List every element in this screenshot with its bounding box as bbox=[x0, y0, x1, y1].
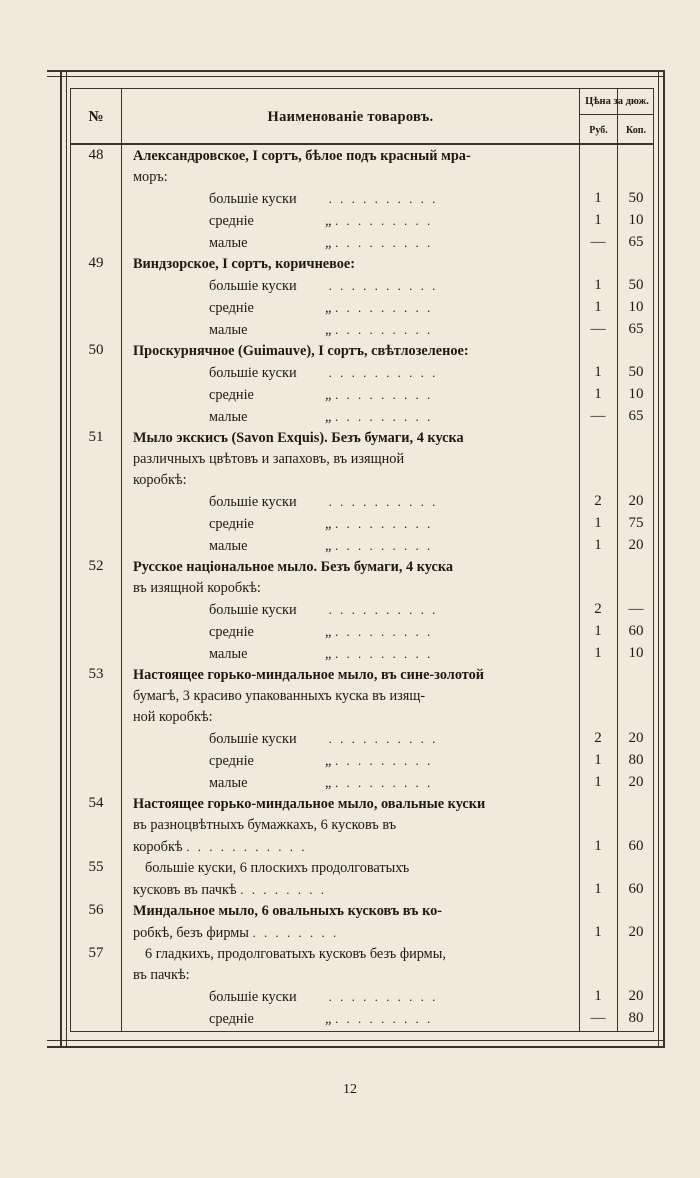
row-description bbox=[121, 557, 579, 578]
description-text: Александровское, I сортъ, бѣлое подъ красный мра- bbox=[133, 148, 471, 164]
row-number bbox=[71, 449, 121, 450]
row-description bbox=[121, 406, 579, 428]
price-kopecks: 65 bbox=[628, 234, 644, 250]
price-rubles: 1 bbox=[594, 190, 602, 206]
row-number bbox=[71, 362, 121, 363]
leader-dots: . . . . . . . . . bbox=[334, 300, 433, 315]
leader-dots: . . . . . . . . . bbox=[334, 753, 433, 768]
table-row bbox=[71, 319, 653, 341]
leader-dots: . . . . . . . . . bbox=[334, 213, 433, 228]
ditto-mark: „ bbox=[325, 753, 332, 769]
price-rubles: 1 bbox=[594, 774, 602, 790]
page-number: 12 bbox=[343, 1082, 357, 1097]
leader-dots: . . . . . . . . . bbox=[334, 624, 433, 639]
price-kopecks: 60 bbox=[628, 881, 644, 897]
table-row bbox=[71, 297, 653, 319]
header-price-title: Цѣна за дюж. bbox=[580, 89, 654, 115]
description-text: большіе куски, 6 плоскихъ продолговатыхъ bbox=[145, 860, 410, 876]
description-text: робкѣ, безъ фирмы bbox=[133, 925, 249, 941]
size-label: большіе куски bbox=[209, 365, 297, 381]
table-row bbox=[71, 362, 653, 384]
description-text: 6 гладкихъ, продолговатыхъ кусковъ безъ фирмы, bbox=[145, 946, 446, 962]
row-description bbox=[121, 815, 579, 836]
size-label: среднie bbox=[209, 300, 254, 316]
table-row bbox=[71, 428, 653, 449]
table-row bbox=[71, 707, 653, 728]
price-rubles: 1 bbox=[594, 537, 602, 553]
price-rubles: 1 bbox=[594, 838, 602, 854]
row-number bbox=[71, 1008, 121, 1009]
leader-dots: . . . . . . . . . . bbox=[328, 494, 438, 509]
ditto-mark: „ bbox=[325, 624, 332, 640]
row-description bbox=[121, 986, 579, 1008]
description-text: коробкѣ: bbox=[133, 472, 187, 488]
row-number: 48 bbox=[88, 147, 104, 163]
price-kopecks: 10 bbox=[628, 645, 644, 661]
row-description bbox=[121, 428, 579, 449]
header-kopecks: Коп. bbox=[625, 125, 646, 136]
row-number bbox=[71, 599, 121, 600]
price-kopecks: 80 bbox=[628, 1010, 644, 1026]
row-description bbox=[121, 535, 579, 557]
price-rubles: — bbox=[590, 321, 606, 337]
row-description bbox=[121, 643, 579, 665]
row-number bbox=[71, 210, 121, 211]
row-number bbox=[71, 686, 121, 687]
row-number: 54 bbox=[88, 795, 104, 811]
row-number bbox=[71, 232, 121, 233]
ditto-mark: „ bbox=[325, 409, 332, 425]
size-label: малые bbox=[209, 322, 248, 338]
row-number bbox=[71, 167, 121, 168]
row-description bbox=[121, 858, 579, 879]
leader-dots: . . . . . . . . . . bbox=[328, 191, 438, 206]
table-row bbox=[71, 406, 653, 428]
table-row bbox=[71, 815, 653, 836]
frame-top-rule-inner bbox=[47, 76, 665, 77]
price-kopecks: 60 bbox=[628, 838, 644, 854]
price-rubles: 1 bbox=[594, 645, 602, 661]
row-number bbox=[71, 470, 121, 471]
row-number: 52 bbox=[88, 558, 104, 574]
row-number bbox=[71, 621, 121, 622]
leader-dots: . . . . . . . . . bbox=[334, 387, 433, 402]
table-row bbox=[71, 470, 653, 491]
leader-dots: . . . . . . . . . . bbox=[328, 365, 438, 380]
row-number bbox=[71, 513, 121, 514]
price-rubles: — bbox=[590, 234, 606, 250]
row-number bbox=[71, 836, 121, 837]
row-description bbox=[121, 944, 579, 965]
row-description bbox=[121, 750, 579, 772]
price-rubles: 1 bbox=[594, 386, 602, 402]
row-description bbox=[121, 449, 579, 470]
table-row bbox=[71, 836, 653, 858]
table-row bbox=[71, 167, 653, 188]
price-rubles: 2 bbox=[594, 493, 602, 509]
size-label: малые bbox=[209, 775, 248, 791]
price-kopecks: 20 bbox=[628, 988, 644, 1004]
table-row bbox=[71, 599, 653, 621]
row-number bbox=[71, 750, 121, 751]
leader-dots: . . . . . . . . . bbox=[334, 1011, 433, 1026]
row-description bbox=[121, 188, 579, 210]
price-kopecks: 50 bbox=[628, 190, 644, 206]
row-number bbox=[71, 319, 121, 320]
price-kopecks: 60 bbox=[628, 623, 644, 639]
table-row bbox=[71, 728, 653, 750]
description-text: моръ: bbox=[133, 169, 168, 185]
table-row bbox=[71, 901, 653, 922]
row-description bbox=[121, 297, 579, 319]
row-number bbox=[71, 188, 121, 189]
price-kopecks: 10 bbox=[628, 299, 644, 315]
price-kopecks: 10 bbox=[628, 386, 644, 402]
price-rubles: 1 bbox=[594, 988, 602, 1004]
table-row bbox=[71, 275, 653, 297]
row-number bbox=[71, 535, 121, 536]
description-text: коробкѣ bbox=[133, 839, 183, 855]
price-kopecks: 20 bbox=[628, 537, 644, 553]
row-description bbox=[121, 965, 579, 986]
table-row bbox=[71, 535, 653, 557]
row-description bbox=[121, 879, 579, 901]
price-kopecks: 20 bbox=[628, 493, 644, 509]
row-number: 57 bbox=[88, 945, 104, 961]
leader-dots: . . . . . . . . . bbox=[334, 235, 433, 250]
table-row bbox=[71, 794, 653, 815]
description-text: ной коробкѣ: bbox=[133, 709, 213, 725]
price-rubles: — bbox=[590, 408, 606, 424]
row-description bbox=[121, 167, 579, 188]
row-description bbox=[121, 836, 579, 858]
description-text: Виндзорское, I сортъ, коричневое: bbox=[133, 256, 356, 272]
row-number bbox=[71, 815, 121, 816]
row-description bbox=[121, 232, 579, 254]
size-label: большіе куски bbox=[209, 602, 297, 618]
table-row bbox=[71, 665, 653, 686]
size-label: малые bbox=[209, 538, 248, 554]
row-description bbox=[121, 362, 579, 384]
leader-dots: . . . . . . . . bbox=[252, 925, 339, 940]
table-row bbox=[71, 146, 653, 167]
table-row bbox=[71, 491, 653, 513]
size-label: среднie bbox=[209, 753, 254, 769]
row-description bbox=[121, 1008, 579, 1030]
size-label: среднie bbox=[209, 387, 254, 403]
row-number bbox=[71, 406, 121, 407]
table-row bbox=[71, 922, 653, 944]
price-rubles: 1 bbox=[594, 881, 602, 897]
row-description bbox=[121, 794, 579, 815]
leader-dots: . . . . . . . . bbox=[240, 882, 327, 897]
table-row bbox=[71, 254, 653, 275]
description-text: различныхъ цвѣтовъ и запаховъ, въ изящной bbox=[133, 451, 405, 467]
leader-dots: . . . . . . . . . bbox=[334, 409, 433, 424]
description-text: Настоящее горько-миндальное мыло, овальные куски bbox=[133, 796, 486, 812]
row-number bbox=[71, 491, 121, 492]
description-text: въ разноцвѣтныхъ бумажкахъ, 6 кусковъ въ bbox=[133, 817, 397, 833]
size-label: малые bbox=[209, 235, 248, 251]
table-row bbox=[71, 858, 653, 879]
table-row bbox=[71, 986, 653, 1008]
table-row bbox=[71, 772, 653, 794]
size-label: малые bbox=[209, 409, 248, 425]
row-description bbox=[121, 470, 579, 491]
price-rubles: 1 bbox=[594, 364, 602, 380]
price-kopecks: 75 bbox=[628, 515, 644, 531]
ditto-mark: „ bbox=[325, 213, 332, 229]
price-kopecks: 65 bbox=[628, 321, 644, 337]
description-text: Проскурнячное (Guimauve), I сортъ, свѣтлозеленое: bbox=[133, 343, 469, 359]
leader-dots: . . . . . . . . . bbox=[334, 775, 433, 790]
header-rubles: Руб. bbox=[589, 125, 608, 136]
price-table bbox=[70, 88, 654, 1032]
frame-right-rule-inner bbox=[658, 70, 659, 1048]
row-number bbox=[71, 879, 121, 880]
description-text: бумагѣ, 3 красиво упакованныхъ куска въ изящ- bbox=[133, 688, 426, 704]
leader-dots: . . . . . . . . . bbox=[334, 516, 433, 531]
description-text: кусковъ въ пачкѣ bbox=[133, 882, 237, 898]
table-row bbox=[71, 879, 653, 901]
row-number bbox=[71, 275, 121, 276]
row-description bbox=[121, 491, 579, 513]
table-row bbox=[71, 513, 653, 535]
row-number: 50 bbox=[88, 342, 104, 358]
frame-top-rule-outer bbox=[47, 70, 665, 72]
leader-dots: . . . . . . . . . . bbox=[328, 989, 438, 1004]
row-description bbox=[121, 728, 579, 750]
table-row bbox=[71, 449, 653, 470]
row-description bbox=[121, 513, 579, 535]
price-kopecks: 65 bbox=[628, 408, 644, 424]
table-row bbox=[71, 384, 653, 406]
price-rubles: — bbox=[590, 1010, 606, 1026]
header-price-group bbox=[580, 89, 654, 145]
row-description bbox=[121, 665, 579, 686]
description-text: Миндальное мыло, 6 овальныхъ кусковъ въ ко- bbox=[133, 903, 443, 919]
row-number bbox=[71, 578, 121, 579]
price-rubles: 1 bbox=[594, 924, 602, 940]
ditto-mark: „ bbox=[325, 516, 332, 532]
table-row bbox=[71, 232, 653, 254]
row-number bbox=[71, 772, 121, 773]
size-label: среднie bbox=[209, 624, 254, 640]
row-number bbox=[71, 922, 121, 923]
size-label: малые bbox=[209, 646, 248, 662]
row-number bbox=[71, 728, 121, 729]
row-number: 51 bbox=[88, 429, 104, 445]
description-text: въ пачкѣ: bbox=[133, 967, 190, 983]
row-description bbox=[121, 319, 579, 341]
ditto-mark: „ bbox=[325, 322, 332, 338]
row-description bbox=[121, 275, 579, 297]
leader-dots: . . . . . . . . . . bbox=[328, 731, 438, 746]
size-label: большіе куски bbox=[209, 191, 297, 207]
frame-bottom-rule-inner bbox=[47, 1040, 665, 1041]
table-row bbox=[71, 1008, 653, 1030]
price-kopecks: 50 bbox=[628, 364, 644, 380]
row-description bbox=[121, 599, 579, 621]
row-number: 53 bbox=[88, 666, 104, 682]
leader-dots: . . . . . . . . . bbox=[334, 322, 433, 337]
row-description bbox=[121, 922, 579, 944]
row-description bbox=[121, 707, 579, 728]
ditto-mark: „ bbox=[325, 235, 332, 251]
size-label: большіе куски bbox=[209, 731, 297, 747]
table-row bbox=[71, 188, 653, 210]
size-label: среднie bbox=[209, 516, 254, 532]
row-description bbox=[121, 146, 579, 167]
ditto-mark: „ bbox=[325, 387, 332, 403]
row-number bbox=[71, 643, 121, 644]
row-number: 56 bbox=[88, 902, 104, 918]
row-number: 55 bbox=[88, 859, 104, 875]
price-kopecks: 10 bbox=[628, 212, 644, 228]
ditto-mark: „ bbox=[325, 300, 332, 316]
price-kopecks: 80 bbox=[628, 752, 644, 768]
row-description bbox=[121, 621, 579, 643]
table-row bbox=[71, 557, 653, 578]
header-number: № bbox=[88, 108, 104, 125]
leader-dots: . . . . . . . . . . bbox=[328, 278, 438, 293]
price-rubles: 1 bbox=[594, 277, 602, 293]
table-row bbox=[71, 210, 653, 232]
leader-dots: . . . . . . . . . bbox=[334, 646, 433, 661]
size-label: среднie bbox=[209, 213, 254, 229]
table-row bbox=[71, 686, 653, 707]
ditto-mark: „ bbox=[325, 1011, 332, 1027]
price-kopecks: 50 bbox=[628, 277, 644, 293]
table-row bbox=[71, 944, 653, 965]
price-rubles: 1 bbox=[594, 623, 602, 639]
price-rubles: 1 bbox=[594, 752, 602, 768]
size-label: большіе куски bbox=[209, 278, 297, 294]
row-number bbox=[71, 986, 121, 987]
description-text: Настоящее горько-миндальное мыло, въ сине-золотой bbox=[133, 667, 484, 683]
price-kopecks: 20 bbox=[628, 774, 644, 790]
frame-right-rule-outer bbox=[663, 70, 665, 1048]
size-label: большіе куски bbox=[209, 989, 297, 1005]
description-text: Русское національное мыло. Безъ бумаги, 4 куска bbox=[133, 559, 454, 575]
price-rubles: 2 bbox=[594, 601, 602, 617]
row-number bbox=[71, 965, 121, 966]
row-number bbox=[71, 384, 121, 385]
row-description bbox=[121, 772, 579, 794]
price-kopecks: 20 bbox=[628, 730, 644, 746]
ditto-mark: „ bbox=[325, 646, 332, 662]
price-rubles: 1 bbox=[594, 212, 602, 228]
ditto-mark: „ bbox=[325, 538, 332, 554]
table-header bbox=[71, 89, 653, 145]
size-label: большіе куски bbox=[209, 494, 297, 510]
size-label: среднie bbox=[209, 1011, 254, 1027]
row-description bbox=[121, 686, 579, 707]
table-row bbox=[71, 621, 653, 643]
price-rubles: 1 bbox=[594, 515, 602, 531]
ditto-mark: „ bbox=[325, 775, 332, 791]
table-row bbox=[71, 341, 653, 362]
row-number bbox=[71, 707, 121, 708]
price-rubles: 2 bbox=[594, 730, 602, 746]
description-text: въ изящной коробкѣ: bbox=[133, 580, 261, 596]
table-row bbox=[71, 643, 653, 665]
header-goods-name: Наименованіе товаровъ. bbox=[267, 108, 434, 125]
leader-dots: . . . . . . . . . bbox=[334, 538, 433, 553]
frame-left-rule-inner bbox=[66, 70, 67, 1048]
description-text: Мыло экскисъ (Savon Exquis). Безъ бумаги, 4 куска bbox=[133, 430, 464, 446]
table-row bbox=[71, 578, 653, 599]
price-kopecks: — bbox=[628, 601, 644, 617]
row-description bbox=[121, 578, 579, 599]
row-description bbox=[121, 384, 579, 406]
table-body bbox=[71, 146, 653, 1030]
table-row bbox=[71, 750, 653, 772]
frame-left-rule-outer bbox=[60, 70, 62, 1048]
row-description bbox=[121, 210, 579, 232]
frame-bottom-rule-outer bbox=[47, 1046, 665, 1048]
row-number bbox=[71, 297, 121, 298]
table-row bbox=[71, 965, 653, 986]
price-rubles: 1 bbox=[594, 299, 602, 315]
leader-dots: . . . . . . . . . . bbox=[328, 602, 438, 617]
row-description bbox=[121, 901, 579, 922]
leader-dots: . . . . . . . . . . . bbox=[186, 839, 307, 854]
price-kopecks: 20 bbox=[628, 924, 644, 940]
row-number: 49 bbox=[88, 255, 104, 271]
row-description bbox=[121, 341, 579, 362]
row-description bbox=[121, 254, 579, 275]
